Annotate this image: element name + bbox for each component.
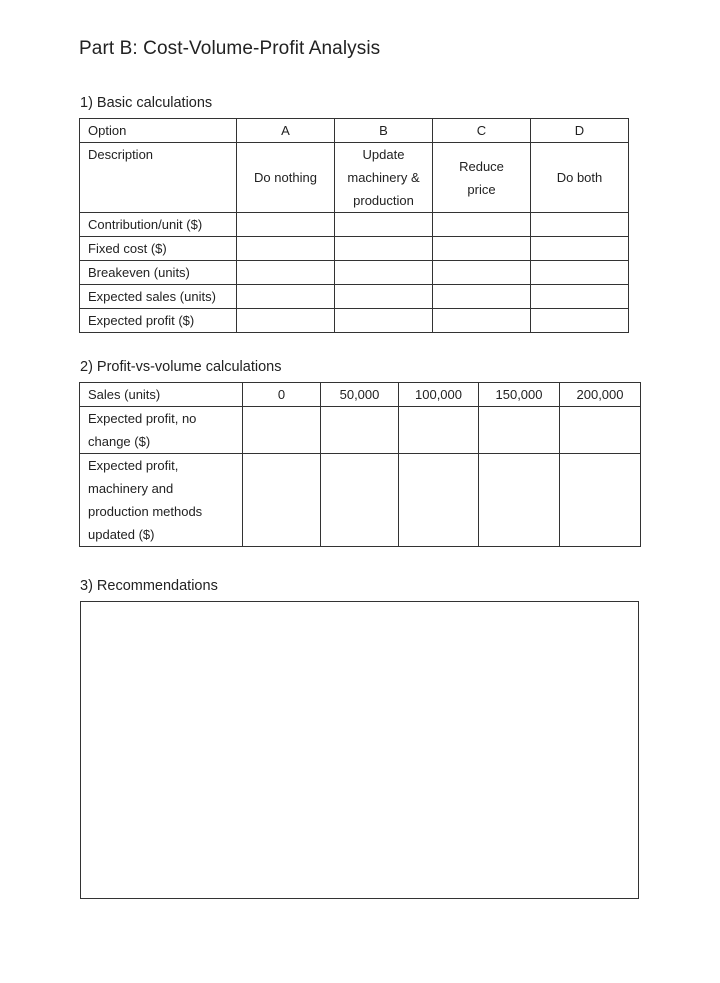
input-cell[interactable] [399, 454, 479, 547]
input-cell-d[interactable] [531, 285, 629, 309]
section-heading-recommendations: 3) Recommendations [80, 578, 218, 594]
table-header-row [80, 119, 629, 143]
input-cell[interactable] [243, 454, 321, 547]
section-heading-basic-calculations: 1) Basic calculations [80, 95, 213, 111]
row-label-profit-updated: Expected profit, machinery and production methods updated ($) [80, 454, 243, 547]
input-cell-b[interactable] [335, 237, 433, 261]
input-cell[interactable] [243, 407, 321, 454]
table-row [80, 237, 629, 261]
description-a: Do nothing [237, 143, 335, 213]
column-header-sales-100000: 100,000 [399, 383, 479, 407]
table-row [80, 454, 641, 547]
input-cell[interactable] [321, 407, 399, 454]
input-cell[interactable] [560, 407, 641, 454]
description-d: Do both [531, 143, 629, 213]
input-cell-d[interactable] [531, 261, 629, 285]
input-cell-c[interactable] [433, 309, 531, 333]
description-c: Reduce price [433, 143, 531, 213]
column-header-d: D [531, 119, 629, 143]
input-cell-b[interactable] [335, 213, 433, 237]
input-cell-a[interactable] [237, 309, 335, 333]
row-label-contribution-unit: Contribution/unit ($) [80, 213, 237, 237]
table-row [80, 261, 629, 285]
input-cell-d[interactable] [531, 309, 629, 333]
table-row [80, 407, 641, 454]
input-cell-b[interactable] [335, 309, 433, 333]
description-b: Update machinery & production [335, 143, 433, 213]
input-cell-d[interactable] [531, 237, 629, 261]
table-row [80, 309, 629, 333]
row-label-sales-units: Sales (units) [80, 383, 243, 407]
input-cell-a[interactable] [237, 237, 335, 261]
profit-vs-volume-table [79, 382, 641, 547]
column-header-c: C [433, 119, 531, 143]
row-label-fixed-cost: Fixed cost ($) [80, 237, 237, 261]
row-label-option: Option [80, 119, 237, 143]
section-heading-profit-vs-volume: 2) Profit-vs-volume calculations [80, 359, 282, 375]
input-cell-c[interactable] [433, 237, 531, 261]
row-label-breakeven: Breakeven (units) [80, 261, 237, 285]
input-cell-c[interactable] [433, 285, 531, 309]
input-cell-c[interactable] [433, 261, 531, 285]
input-cell-c[interactable] [433, 213, 531, 237]
input-cell[interactable] [321, 454, 399, 547]
column-header-sales-50000: 50,000 [321, 383, 399, 407]
input-cell-a[interactable] [237, 285, 335, 309]
table-header-row [80, 383, 641, 407]
input-cell-a[interactable] [237, 213, 335, 237]
column-header-sales-150000: 150,000 [479, 383, 560, 407]
input-cell[interactable] [560, 454, 641, 547]
recommendations-box[interactable] [80, 601, 639, 899]
row-label-expected-sales: Expected sales (units) [80, 285, 237, 309]
input-cell[interactable] [399, 407, 479, 454]
table-row [80, 285, 629, 309]
input-cell-b[interactable] [335, 285, 433, 309]
input-cell-b[interactable] [335, 261, 433, 285]
table-row [80, 213, 629, 237]
input-cell[interactable] [479, 454, 560, 547]
row-label-profit-no-change: Expected profit, no change ($) [80, 407, 243, 454]
column-header-b: B [335, 119, 433, 143]
description-row [80, 143, 629, 213]
row-label-description: Description [80, 143, 237, 213]
column-header-sales-200000: 200,000 [560, 383, 641, 407]
input-cell-d[interactable] [531, 213, 629, 237]
input-cell-a[interactable] [237, 261, 335, 285]
column-header-sales-0: 0 [243, 383, 321, 407]
basic-calculations-table [79, 118, 629, 333]
input-cell[interactable] [479, 407, 560, 454]
page-title: Part B: Cost-Volume-Profit Analysis [79, 38, 381, 59]
row-label-expected-profit: Expected profit ($) [80, 309, 237, 333]
column-header-a: A [237, 119, 335, 143]
